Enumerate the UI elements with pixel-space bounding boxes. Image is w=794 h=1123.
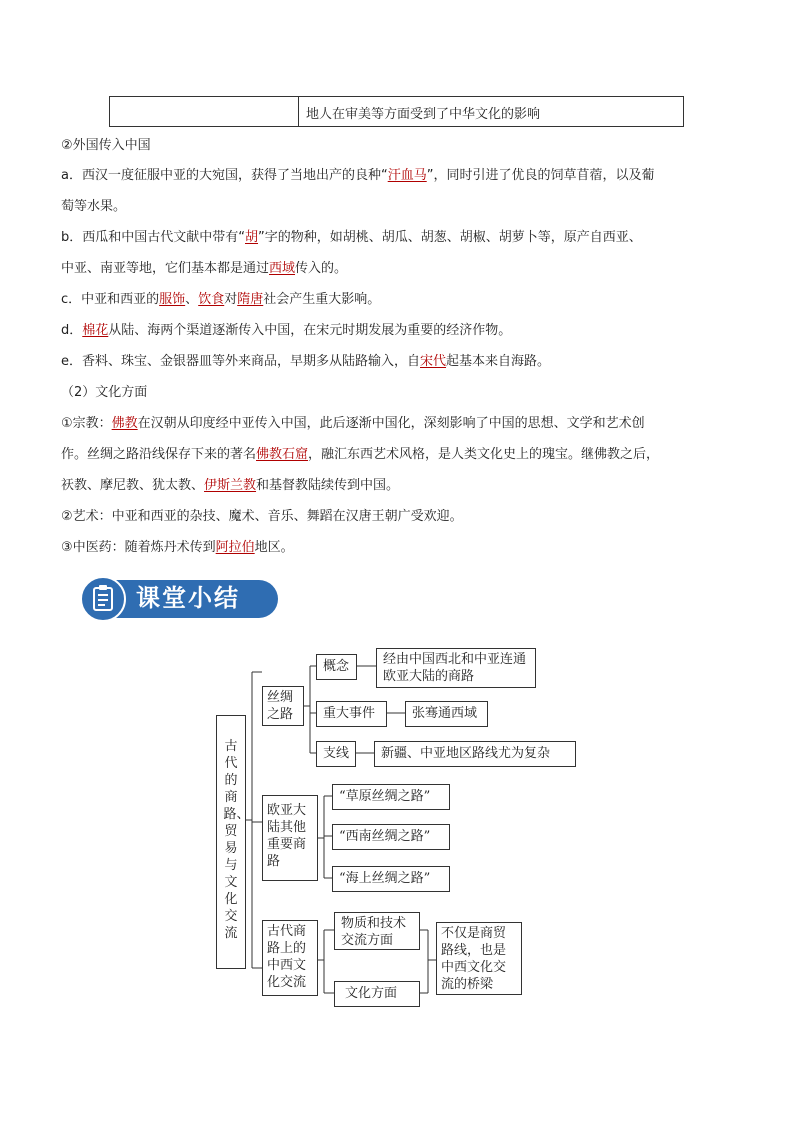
event-desc-box xyxy=(405,701,488,727)
route1-label: “草原丝绸之路” xyxy=(339,789,431,804)
root-label: 古代的商路、贸易与文化交流 xyxy=(223,739,250,941)
line-art: ②艺术：中亚和西亚的杂技、魔术、音乐、舞蹈在汉唐王朝广受欢迎。 xyxy=(61,509,463,524)
culture-aspect-label: 文化方面 xyxy=(345,986,398,1001)
event-label: 重大事件 xyxy=(323,706,376,721)
text: 和基督教陆续传到中国。 xyxy=(256,478,400,493)
conclusion-box xyxy=(436,922,522,995)
silk-road-box xyxy=(262,686,304,726)
highlight: 汗血马 xyxy=(387,168,427,183)
text: e．香料、珠宝、金银器皿等外来商品，早期多从陆路输入，自 xyxy=(61,354,420,369)
branch-box xyxy=(316,741,356,767)
route3-label: “海上丝绸之路” xyxy=(339,871,431,886)
highlight: 西域 xyxy=(269,261,296,276)
text: d． xyxy=(61,323,83,338)
text: b．西瓜和中国古代文献中带有“ xyxy=(61,230,245,245)
culture-aspect-box xyxy=(334,981,420,1007)
other-routes-box xyxy=(262,795,318,881)
text: ①宗教： xyxy=(61,416,112,431)
event-box xyxy=(316,701,387,727)
text: 从陆、海两个渠道逐渐传入中国，在宋元时期发展为重要的经济作物。 xyxy=(108,323,512,338)
text: 在汉朝从印度经中亚传入中国，此后逐渐中国化，深刻影响了中国的思想、文学和艺术创 xyxy=(137,416,645,431)
text: 祆教、摩尼教、犹太教、 xyxy=(61,478,205,493)
line-a2: 萄等水果。 xyxy=(61,199,127,214)
route2-box xyxy=(332,824,450,850)
text: ”，同时引进了优良的饲草苜蓿，以及葡 xyxy=(426,168,655,183)
route1-box xyxy=(332,784,450,810)
concept-desc-label: 经由中国西北和中亚连通欧亚大陆的商路 xyxy=(383,652,527,684)
text: ，融汇东西艺术风格，是人类文化史上的瑰宝。继佛教之后， xyxy=(308,447,660,462)
silk-road-label: 丝绸之路 xyxy=(267,690,294,722)
branch-desc-box xyxy=(374,741,576,767)
conclusion-label: 不仅是商贸路线，也是中西文化交流的桥梁 xyxy=(441,926,507,992)
section-culture: （2）文化方面 xyxy=(61,385,148,400)
material-label: 物质和技术交流方面 xyxy=(341,916,407,948)
other-routes-label: 欧亚大陆其他重要商路 xyxy=(267,803,307,869)
concept-desc-box xyxy=(376,648,536,688)
text: 社会产生重大影响。 xyxy=(263,292,381,307)
material-box xyxy=(334,912,420,950)
banner-title: 课堂小结 xyxy=(136,584,240,612)
highlight: 服饰 xyxy=(159,292,186,307)
highlight: 棉花 xyxy=(82,323,109,338)
branch-desc-label: 新疆、中亚地区路线尤为复杂 xyxy=(381,746,551,761)
concept-label: 概念 xyxy=(323,659,350,674)
exchange-label: 古代商路上的中西文化交流 xyxy=(267,924,307,990)
text: 作。丝绸之路沿线保存下来的著名 xyxy=(61,447,257,462)
highlight: 阿拉伯 xyxy=(215,540,255,555)
text: ③中医药：随着炼丹术传到 xyxy=(61,540,216,555)
text: c．中亚和西亚的 xyxy=(61,292,160,307)
highlight: 胡 xyxy=(245,230,259,245)
text: 地区。 xyxy=(254,540,294,555)
text: 起基本来自海路。 xyxy=(446,354,551,369)
branch-label: 支线 xyxy=(323,746,350,761)
exchange-box xyxy=(262,920,318,996)
text: a．西汉一度征服中亚的大宛国，获得了当地出产的良种“ xyxy=(61,168,388,183)
highlight: 伊斯兰教 xyxy=(204,478,257,493)
text: 对 xyxy=(224,292,238,307)
text: ”字的物种，如胡桃、胡瓜、胡葱、胡椒、胡萝卜等，原产自西亚、 xyxy=(258,230,642,245)
section-foreign: ②外国传入中国 xyxy=(61,138,151,153)
highlight: 宋代 xyxy=(420,354,447,369)
root-box xyxy=(216,715,250,969)
table-cell: 地人在审美等方面受到了中华文化的影响 xyxy=(306,107,541,122)
route2-label: “西南丝绸之路” xyxy=(339,829,431,844)
route3-box xyxy=(332,866,450,892)
text: 中亚、南亚等地，它们基本都是通过 xyxy=(61,261,270,276)
text: 传入的。 xyxy=(295,261,348,276)
event-desc-label: 张骞通西域 xyxy=(412,706,478,721)
highlight: 佛教 xyxy=(111,416,138,431)
text: 、 xyxy=(185,292,199,307)
highlight: 佛教石窟 xyxy=(256,447,309,462)
highlight: 隋唐 xyxy=(237,292,264,307)
concept-box xyxy=(316,654,357,680)
highlight: 饮食 xyxy=(198,292,225,307)
